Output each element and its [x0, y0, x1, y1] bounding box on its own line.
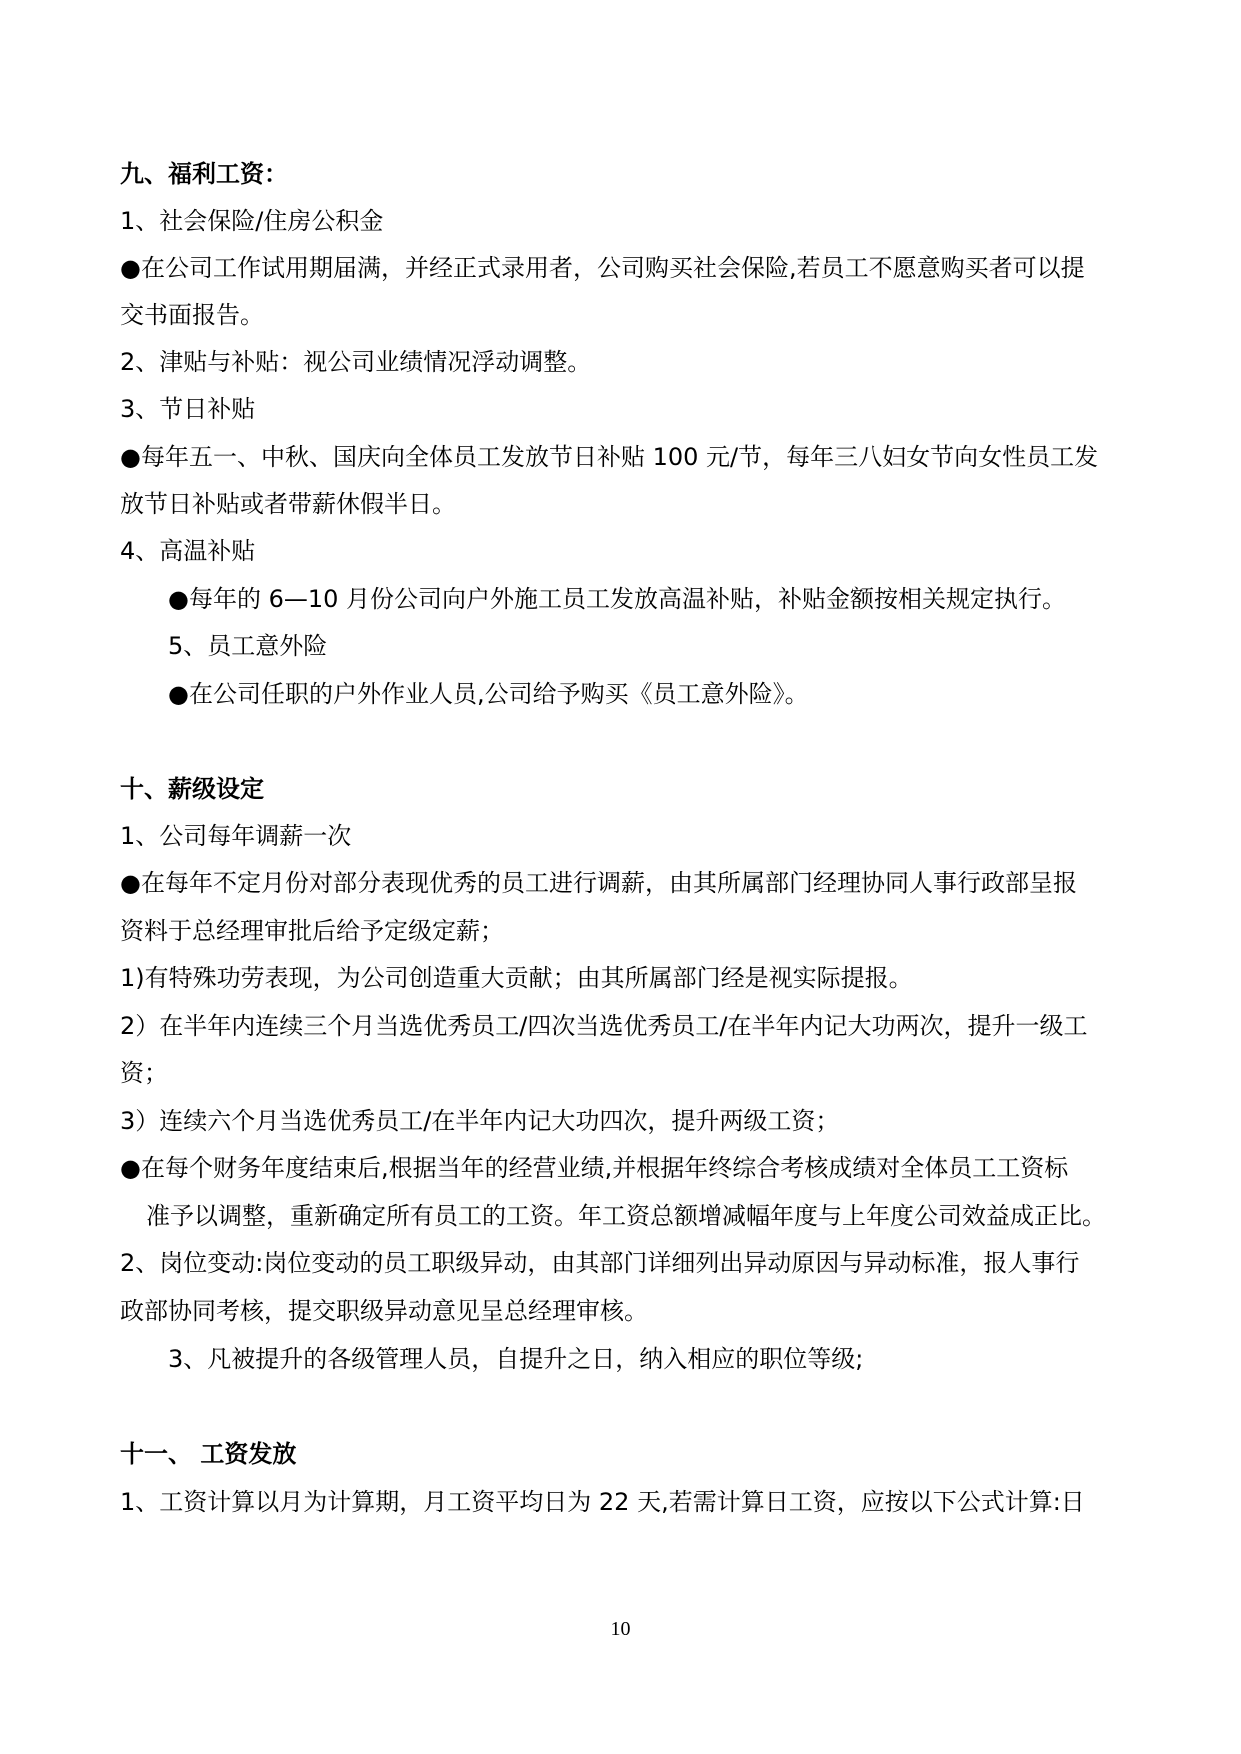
section-9-item-3-bullet-line-2: 放节日补贴或者带薪休假半日。	[120, 490, 456, 518]
section-11-heading: 十一、 工资发放	[120, 1440, 297, 1468]
section-10-item-2-line-2: 政部协同考核，提交职级异动意见呈总经理审核。	[120, 1297, 648, 1325]
section-9-item-1-bullet-line-2: 交书面报告。	[120, 301, 264, 329]
section-10-item-2-line-1: 2、岗位变动:岗位变动的员工职级异动，由其部门详细列出异动原因与异动标准，报人事行	[120, 1249, 1080, 1277]
section-10-heading: 十、薪级设定	[120, 775, 264, 803]
section-10-item-1-bullet-line-2: 资料于总经理审批后给予定级定薪；	[120, 917, 504, 945]
section-10-bullet-2-line-1: ●在每个财务年度结束后,根据当年的经营业绩,并根据年终综合考核成绩对全体员工工资标	[120, 1154, 1069, 1182]
section-9-item-5-title: 5、员工意外险	[168, 632, 328, 660]
section-10-bullet-2-line-2: 准予以调整，重新确定所有员工的工资。年工资总额增减幅年度与上年度公司效益成正比。	[146, 1202, 1106, 1230]
section-9-item-5-bullet: ●在公司任职的户外作业人员,公司给予购买《员工意外险》。	[168, 680, 809, 708]
section-10-sub-item-2-line-2: 资；	[120, 1059, 168, 1087]
section-9-item-2-title: 2、津贴与补贴：视公司业绩情况浮动调整。	[120, 348, 592, 376]
section-10-sub-item-1: 1)有特殊功劳表现，为公司创造重大贡献；由其所属部门经是视实际提报。	[120, 964, 913, 992]
section-9-item-3-title: 3、节日补贴	[120, 395, 256, 423]
section-9-item-4-bullet: ●每年的 6—10 月份公司向户外施工员工发放高温补贴，补贴金额按相关规定执行。	[168, 585, 1067, 613]
section-9-item-3-bullet-line-1: ●每年五一、中秋、国庆向全体员工发放节日补贴 100 元/节，每年三八妇女节向女性员工发	[120, 443, 1099, 471]
page-number: 10	[610, 1618, 631, 1640]
section-9-item-1-title: 1、社会保险/住房公积金	[120, 207, 384, 235]
section-9-heading: 九、福利工资：	[120, 160, 288, 188]
section-9-item-1-bullet-line-1: ●在公司工作试用期届满，并经正式录用者，公司购买社会保险,若员工不愿意购买者可以提	[120, 254, 1085, 282]
section-10-item-3: 3、凡被提升的各级管理人员，自提升之日，纳入相应的职位等级;	[168, 1345, 864, 1373]
section-9-item-4-title: 4、高温补贴	[120, 537, 256, 565]
section-10-item-1-title: 1、公司每年调薪一次	[120, 822, 352, 850]
section-11-item-1-line-1: 1、工资计算以月为计算期，月工资平均日为 22 天,若需计算日工资，应按以下公式计算:日	[120, 1488, 1085, 1516]
section-10-item-1-bullet-line-1: ●在每年不定月份对部分表现优秀的员工进行调薪，由其所属部门经理协同人事行政部呈报	[120, 869, 1077, 897]
section-10-sub-item-2-line-1: 2）在半年内连续三个月当选优秀员工/四次当选优秀员工/在半年内记大功两次，提升一级工	[120, 1012, 1088, 1040]
section-10-sub-item-3: 3）连续六个月当选优秀员工/在半年内记大功四次，提升两级工资；	[120, 1107, 840, 1135]
